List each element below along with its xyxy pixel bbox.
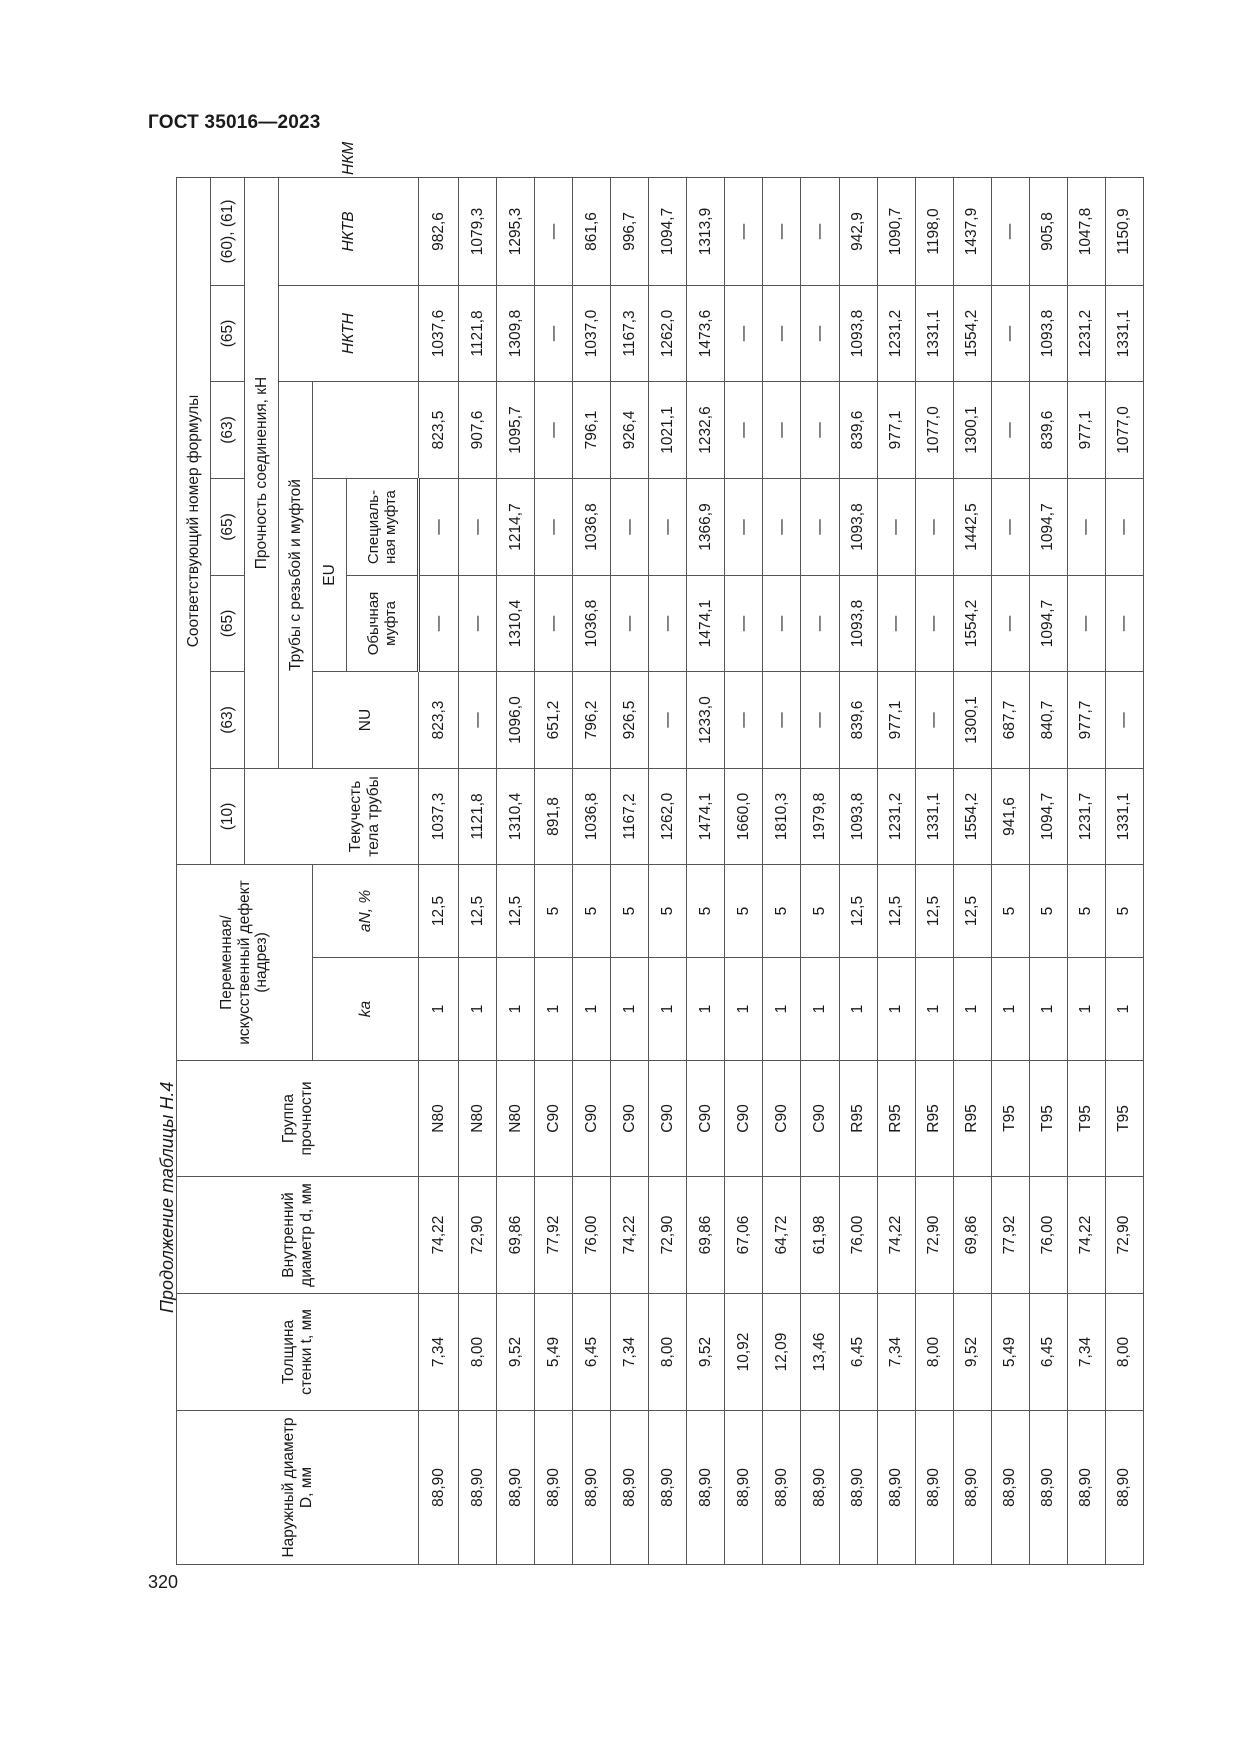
- header-strength-group: Группа прочности: [177, 1061, 419, 1177]
- header-threaded-coupling: Трубы с резьбой и муфтой: [279, 381, 313, 768]
- table-cell: 5: [1105, 864, 1143, 957]
- table-cell: —: [725, 671, 763, 768]
- table-cell: 5: [687, 864, 725, 957]
- table-cell: —: [1067, 478, 1105, 575]
- header-eu: EU: [313, 478, 347, 671]
- table-cell: 1442,5: [953, 478, 991, 575]
- table-cell: 1093,8: [839, 768, 877, 864]
- table-cell: 926,4: [611, 381, 649, 478]
- table-cell: —: [725, 478, 763, 575]
- table-cell: 1331,1: [915, 285, 953, 381]
- table-cell: —: [535, 381, 573, 478]
- table-header: Наружный диаметр D, мм Толщина стенки t, мм Внутренний диаметр d, мм Группа прочности Переменная/ искусственный дефект (надрез) Соответствующий номер формулы (10) (63) (65) (65) (63) (65) (60), (61) Прочность соединения, кН Трубы с резьбой и муфтой НКТН НКТВ НКМ kа aN, % Текучесть тела трубы NU EU Обычная муфта Специаль-ная муфта: [177, 177, 419, 1564]
- table-cell: —: [1105, 478, 1143, 575]
- table-cell: —: [725, 285, 763, 381]
- table-cell: 796,2: [573, 671, 611, 768]
- table-cell: —: [419, 478, 459, 575]
- table-cell: 1231,2: [1067, 285, 1105, 381]
- table-cell: C90: [763, 1061, 801, 1177]
- table-cell: 1037,0: [573, 285, 611, 381]
- table-cell: —: [419, 575, 459, 671]
- table-cell: 7,34: [877, 1294, 915, 1411]
- table-cell: 88,90: [573, 1411, 611, 1565]
- table-cell: 7,34: [1067, 1294, 1105, 1411]
- table-cell: 1077,0: [915, 381, 953, 478]
- table-cell: 1: [497, 958, 535, 1061]
- table-cell: 13,46: [801, 1294, 839, 1411]
- table-cell: —: [763, 381, 801, 478]
- table-cell: 796,1: [573, 381, 611, 478]
- table-cell: 1366,9: [687, 478, 725, 575]
- table-cell: 1021,1: [649, 381, 687, 478]
- table-row: [877, 177, 915, 1564]
- header-formula-3: (65): [211, 575, 245, 671]
- table-cell: 905,8: [1029, 177, 1067, 285]
- table-cell: T95: [991, 1061, 1029, 1177]
- table-cell: 1: [839, 958, 877, 1061]
- header-formula-5: (63): [211, 381, 245, 478]
- table-cell: 6,45: [573, 1294, 611, 1411]
- table-cell: T95: [1029, 1061, 1067, 1177]
- table-cell: 1094,7: [1029, 478, 1067, 575]
- header-formula-4: (65): [211, 478, 245, 575]
- table-cell: 72,90: [459, 1177, 497, 1294]
- table-cell: 1295,3: [497, 177, 535, 285]
- table-cell: 74,22: [1067, 1177, 1105, 1294]
- table-cell: 1262,0: [649, 285, 687, 381]
- table-cell: 72,90: [649, 1177, 687, 1294]
- table-cell: —: [459, 478, 497, 575]
- table-cell: 1036,8: [573, 575, 611, 671]
- table-cell: 977,7: [1067, 671, 1105, 768]
- table-row: [1029, 177, 1067, 1564]
- table-cell: 12,5: [459, 864, 497, 957]
- table-cell: —: [1105, 671, 1143, 768]
- table-cell: 88,90: [763, 1411, 801, 1565]
- table-cell: —: [915, 575, 953, 671]
- table-cell: 907,6: [459, 381, 497, 478]
- table-cell: 687,7: [991, 671, 1029, 768]
- table-cell: 74,22: [877, 1177, 915, 1294]
- table-cell: 1167,2: [611, 768, 649, 864]
- table-cell: —: [725, 381, 763, 478]
- table-cell: 5: [649, 864, 687, 957]
- table-cell: 76,00: [573, 1177, 611, 1294]
- table-cell: 1: [991, 958, 1029, 1061]
- table-cell: N80: [419, 1061, 459, 1177]
- table-cell: —: [991, 575, 1029, 671]
- table-row: [1067, 177, 1105, 1564]
- table-cell: 977,1: [877, 381, 915, 478]
- table-cell: 1660,0: [725, 768, 763, 864]
- table-cell: 1: [915, 958, 953, 1061]
- table-row: [687, 177, 725, 1564]
- table-cell: 12,5: [839, 864, 877, 957]
- table-cell: 10,92: [725, 1294, 763, 1411]
- table-row: [419, 177, 459, 1564]
- table-cell: C90: [611, 1061, 649, 1177]
- header-formula-7: (60), (61): [211, 177, 245, 285]
- table-cell: N80: [459, 1061, 497, 1177]
- table-cell: —: [611, 478, 649, 575]
- table-cell: —: [991, 177, 1029, 285]
- table-cell: 1036,8: [573, 478, 611, 575]
- table-cell: 1: [763, 958, 801, 1061]
- table-cell: 1473,6: [687, 285, 725, 381]
- table-cell: 88,90: [687, 1411, 725, 1565]
- table-cell: —: [915, 671, 953, 768]
- table-caption: Продолжение таблицы Н.4: [157, 1081, 177, 1313]
- table-cell: 1313,9: [687, 177, 725, 285]
- table-cell: 1037,6: [419, 285, 459, 381]
- table-cell: 5: [725, 864, 763, 957]
- table-cell: 1: [535, 958, 573, 1061]
- table-cell: 823,5: [419, 381, 459, 478]
- table-cell: 6,45: [1029, 1294, 1067, 1411]
- table-cell: 1: [801, 958, 839, 1061]
- table-cell: 12,5: [419, 864, 459, 957]
- table-cell: 1094,7: [649, 177, 687, 285]
- table-cell: 1232,6: [687, 381, 725, 478]
- header-formula-number: Соответствующий номер формулы: [177, 177, 211, 864]
- table-cell: —: [763, 177, 801, 285]
- table-cell: —: [801, 285, 839, 381]
- table-cell: 88,90: [497, 1411, 535, 1565]
- table-cell: —: [1067, 575, 1105, 671]
- table-cell: 1150,9: [1105, 177, 1143, 285]
- table-cell: 69,86: [497, 1177, 535, 1294]
- table-cell: —: [763, 671, 801, 768]
- table-cell: 1262,0: [649, 768, 687, 864]
- table-cell: 1093,8: [1029, 285, 1067, 381]
- table-cell: 5: [611, 864, 649, 957]
- table-cell: N80: [497, 1061, 535, 1177]
- table-cell: 1093,8: [839, 478, 877, 575]
- table-cell: 1090,7: [877, 177, 915, 285]
- table-row: [459, 177, 497, 1564]
- table-row: [991, 177, 1029, 1564]
- table-cell: 1037,3: [419, 768, 459, 864]
- table-cell: 1121,8: [459, 285, 497, 381]
- table-cell: 1: [725, 958, 763, 1061]
- table-cell: 88,90: [725, 1411, 763, 1565]
- table-row: [839, 177, 877, 1564]
- table-cell: 1231,2: [877, 768, 915, 864]
- table-cell: 88,90: [1029, 1411, 1067, 1565]
- table-cell: 5: [573, 864, 611, 957]
- table-cell: 88,90: [953, 1411, 991, 1565]
- table-cell: 840,7: [1029, 671, 1067, 768]
- table-cell: 651,2: [535, 671, 573, 768]
- table-cell: 74,22: [611, 1177, 649, 1294]
- table-cell: 6,45: [839, 1294, 877, 1411]
- header-formula-6: (65): [211, 285, 245, 381]
- table-cell: 1437,9: [953, 177, 991, 285]
- table-cell: 1309,8: [497, 285, 535, 381]
- table-cell: —: [801, 575, 839, 671]
- rotated-table-container: [176, 141, 1144, 1565]
- table-cell: 1233,0: [687, 671, 725, 768]
- table-cell: 1: [419, 958, 459, 1061]
- table-cell: T95: [1067, 1061, 1105, 1177]
- table-cell: 1474,1: [687, 575, 725, 671]
- header-body-yield: Текучесть тела трубы: [313, 768, 419, 864]
- table-cell: 7,34: [611, 1294, 649, 1411]
- table-cell: R95: [839, 1061, 877, 1177]
- table-row: [535, 177, 573, 1564]
- table-cell: 5: [1029, 864, 1067, 957]
- table-cell: 88,90: [535, 1411, 573, 1565]
- table-cell: 5: [991, 864, 1029, 957]
- table-cell: 12,09: [763, 1294, 801, 1411]
- table-cell: —: [801, 671, 839, 768]
- table-cell: 839,6: [1029, 381, 1067, 478]
- table-cell: 5: [535, 864, 573, 957]
- table-cell: 941,6: [991, 768, 1029, 864]
- table-cell: T95: [1105, 1061, 1143, 1177]
- table-cell: 64,72: [763, 1177, 801, 1294]
- table-cell: 1554,2: [953, 768, 991, 864]
- table-cell: 1: [611, 958, 649, 1061]
- table-cell: 1: [953, 958, 991, 1061]
- table-cell: R95: [915, 1061, 953, 1177]
- table-cell: 88,90: [801, 1411, 839, 1565]
- header-formula-1: (10): [211, 768, 245, 864]
- table-cell: 88,90: [1067, 1411, 1105, 1565]
- header-special-coupling: Специаль-ная муфта: [347, 478, 419, 575]
- table-cell: 1094,7: [1029, 575, 1067, 671]
- table-row: [953, 177, 991, 1564]
- table-row: [915, 177, 953, 1564]
- page-number: 320: [148, 1572, 179, 1592]
- table-body: [419, 177, 1144, 1564]
- header-an: aN, %: [313, 864, 419, 957]
- header-regular-coupling: Обычная муфта: [347, 575, 419, 671]
- table-cell: 9,52: [953, 1294, 991, 1411]
- table-cell: 88,90: [419, 1411, 459, 1565]
- table-cell: 72,90: [1105, 1177, 1143, 1294]
- table-cell: 1554,2: [953, 285, 991, 381]
- table-row: [497, 177, 535, 1564]
- table-cell: —: [915, 478, 953, 575]
- table-row: [611, 177, 649, 1564]
- table-cell: 942,9: [839, 177, 877, 285]
- table-cell: 5,49: [535, 1294, 573, 1411]
- table-row: [1105, 177, 1143, 1564]
- table-cell: —: [459, 671, 497, 768]
- header-wall-thickness: Толщина стенки t, мм: [177, 1294, 419, 1411]
- table-cell: 88,90: [839, 1411, 877, 1565]
- table-cell: —: [877, 478, 915, 575]
- table-cell: —: [763, 285, 801, 381]
- table-cell: 69,86: [953, 1177, 991, 1294]
- table-cell: 8,00: [459, 1294, 497, 1411]
- header-nktn: НКТН: [279, 285, 419, 381]
- table-cell: —: [535, 285, 573, 381]
- table-cell: 1121,8: [459, 768, 497, 864]
- table-cell: 1198,0: [915, 177, 953, 285]
- table-cell: 996,7: [611, 177, 649, 285]
- table-cell: 88,90: [991, 1411, 1029, 1565]
- table-cell: 1554,2: [953, 575, 991, 671]
- table-row: [763, 177, 801, 1564]
- header-blank-cell: [245, 768, 313, 864]
- table-cell: 12,5: [497, 864, 535, 957]
- table-cell: 72,90: [915, 1177, 953, 1294]
- table-cell: —: [801, 381, 839, 478]
- table-cell: —: [535, 478, 573, 575]
- table-cell: —: [649, 478, 687, 575]
- table-cell: C90: [573, 1061, 611, 1177]
- table-cell: 77,92: [535, 1177, 573, 1294]
- table-cell: 1094,7: [1029, 768, 1067, 864]
- header-defect: Переменная/ искусственный дефект (надрез): [177, 864, 313, 1060]
- header-nktv: НКТВ: [279, 177, 419, 285]
- table-cell: 1: [877, 958, 915, 1061]
- header-inner-diameter: Внутренний диаметр d, мм: [177, 1177, 419, 1294]
- table-cell: 69,86: [687, 1177, 725, 1294]
- table-cell: 926,5: [611, 671, 649, 768]
- header-formula-2: (63): [211, 671, 245, 768]
- table-cell: 5: [763, 864, 801, 957]
- table-cell: 12,5: [915, 864, 953, 957]
- table-row: [649, 177, 687, 1564]
- table-cell: 88,90: [649, 1411, 687, 1565]
- table-cell: 7,34: [419, 1294, 459, 1411]
- table-cell: 77,92: [991, 1177, 1029, 1294]
- table-row: [725, 177, 763, 1564]
- table-cell: 1036,8: [573, 768, 611, 864]
- table-cell: 977,1: [1067, 381, 1105, 478]
- table-cell: 1093,8: [839, 575, 877, 671]
- table-row: [801, 177, 839, 1564]
- table-cell: 76,00: [1029, 1177, 1067, 1294]
- table-cell: 1: [649, 958, 687, 1061]
- table-cell: 67,06: [725, 1177, 763, 1294]
- table-cell: 1: [573, 958, 611, 1061]
- table-cell: 8,00: [915, 1294, 953, 1411]
- table-cell: —: [763, 575, 801, 671]
- table-cell: 977,1: [877, 671, 915, 768]
- table-cell: 8,00: [1105, 1294, 1143, 1411]
- table-cell: 12,5: [953, 864, 991, 957]
- table-cell: 1: [1105, 958, 1143, 1061]
- table-cell: C90: [535, 1061, 573, 1177]
- document-header: ГОСТ 35016—2023: [148, 112, 321, 133]
- table-cell: —: [459, 575, 497, 671]
- table-cell: 88,90: [915, 1411, 953, 1565]
- table-cell: 61,98: [801, 1177, 839, 1294]
- table-cell: —: [1105, 575, 1143, 671]
- table-cell: —: [991, 478, 1029, 575]
- table-cell: 1047,8: [1067, 177, 1105, 285]
- table-cell: —: [801, 177, 839, 285]
- table-cell: 1331,1: [915, 768, 953, 864]
- table-cell: 1810,3: [763, 768, 801, 864]
- table-cell: 74,22: [419, 1177, 459, 1294]
- table-cell: —: [725, 575, 763, 671]
- table-cell: 982,6: [419, 177, 459, 285]
- table-row: [573, 177, 611, 1564]
- table-cell: —: [611, 575, 649, 671]
- table-cell: 88,90: [459, 1411, 497, 1565]
- table-cell: 823,3: [419, 671, 459, 768]
- table-cell: R95: [953, 1061, 991, 1177]
- table-cell: 1231,7: [1067, 768, 1105, 864]
- table-cell: —: [991, 381, 1029, 478]
- table-cell: C90: [801, 1061, 839, 1177]
- table-cell: 1231,2: [877, 285, 915, 381]
- table-cell: 88,90: [877, 1411, 915, 1565]
- table-cell: 1093,8: [839, 285, 877, 381]
- table-cell: 9,52: [497, 1294, 535, 1411]
- table-cell: 1077,0: [1105, 381, 1143, 478]
- table-cell: 1167,3: [611, 285, 649, 381]
- table-cell: 839,6: [839, 381, 877, 478]
- header-nu: NU: [313, 671, 419, 768]
- table-cell: —: [991, 285, 1029, 381]
- table-cell: —: [649, 575, 687, 671]
- table-cell: 1: [459, 958, 497, 1061]
- table-cell: 88,90: [1105, 1411, 1143, 1565]
- table-cell: 1331,1: [1105, 768, 1143, 864]
- table-cell: 88,90: [611, 1411, 649, 1565]
- table-cell: 1: [1029, 958, 1067, 1061]
- table-cell: —: [801, 478, 839, 575]
- table-cell: 839,6: [839, 671, 877, 768]
- table-cell: 76,00: [839, 1177, 877, 1294]
- data-table: [176, 141, 1144, 1565]
- table-cell: 1079,3: [459, 177, 497, 285]
- table-cell: C90: [725, 1061, 763, 1177]
- table-cell: C90: [649, 1061, 687, 1177]
- table-cell: 861,6: [573, 177, 611, 285]
- table-cell: 1300,1: [953, 381, 991, 478]
- table-cell: 1095,7: [497, 381, 535, 478]
- table-cell: R95: [877, 1061, 915, 1177]
- table-cell: 12,5: [877, 864, 915, 957]
- table-cell: 1096,0: [497, 671, 535, 768]
- table-cell: 1: [1067, 958, 1105, 1061]
- table-cell: 891,8: [535, 768, 573, 864]
- table-cell: —: [535, 575, 573, 671]
- header-ka: kа: [313, 958, 419, 1061]
- table-cell: 1300,1: [953, 671, 991, 768]
- table-cell: 8,00: [649, 1294, 687, 1411]
- table-cell: 1214,7: [497, 478, 535, 575]
- table-cell: —: [877, 575, 915, 671]
- table-cell: 1310,4: [497, 575, 535, 671]
- table-cell: 5: [1067, 864, 1105, 957]
- table-cell: 9,52: [687, 1294, 725, 1411]
- table-cell: 1474,1: [687, 768, 725, 864]
- table-cell: —: [763, 478, 801, 575]
- table-cell: 1: [687, 958, 725, 1061]
- table-cell: —: [649, 671, 687, 768]
- table-cell: C90: [687, 1061, 725, 1177]
- table-cell: —: [535, 177, 573, 285]
- table-cell: 1979,8: [801, 768, 839, 864]
- header-connection-strength: Прочность соединения, кН: [245, 177, 279, 768]
- header-outer-diameter: Наружный диаметр D, мм: [177, 1411, 419, 1565]
- table-cell: —: [725, 177, 763, 285]
- table-cell: 5: [801, 864, 839, 957]
- table-cell: 1310,4: [497, 768, 535, 864]
- table-cell: 5,49: [991, 1294, 1029, 1411]
- table-cell: 1331,1: [1105, 285, 1143, 381]
